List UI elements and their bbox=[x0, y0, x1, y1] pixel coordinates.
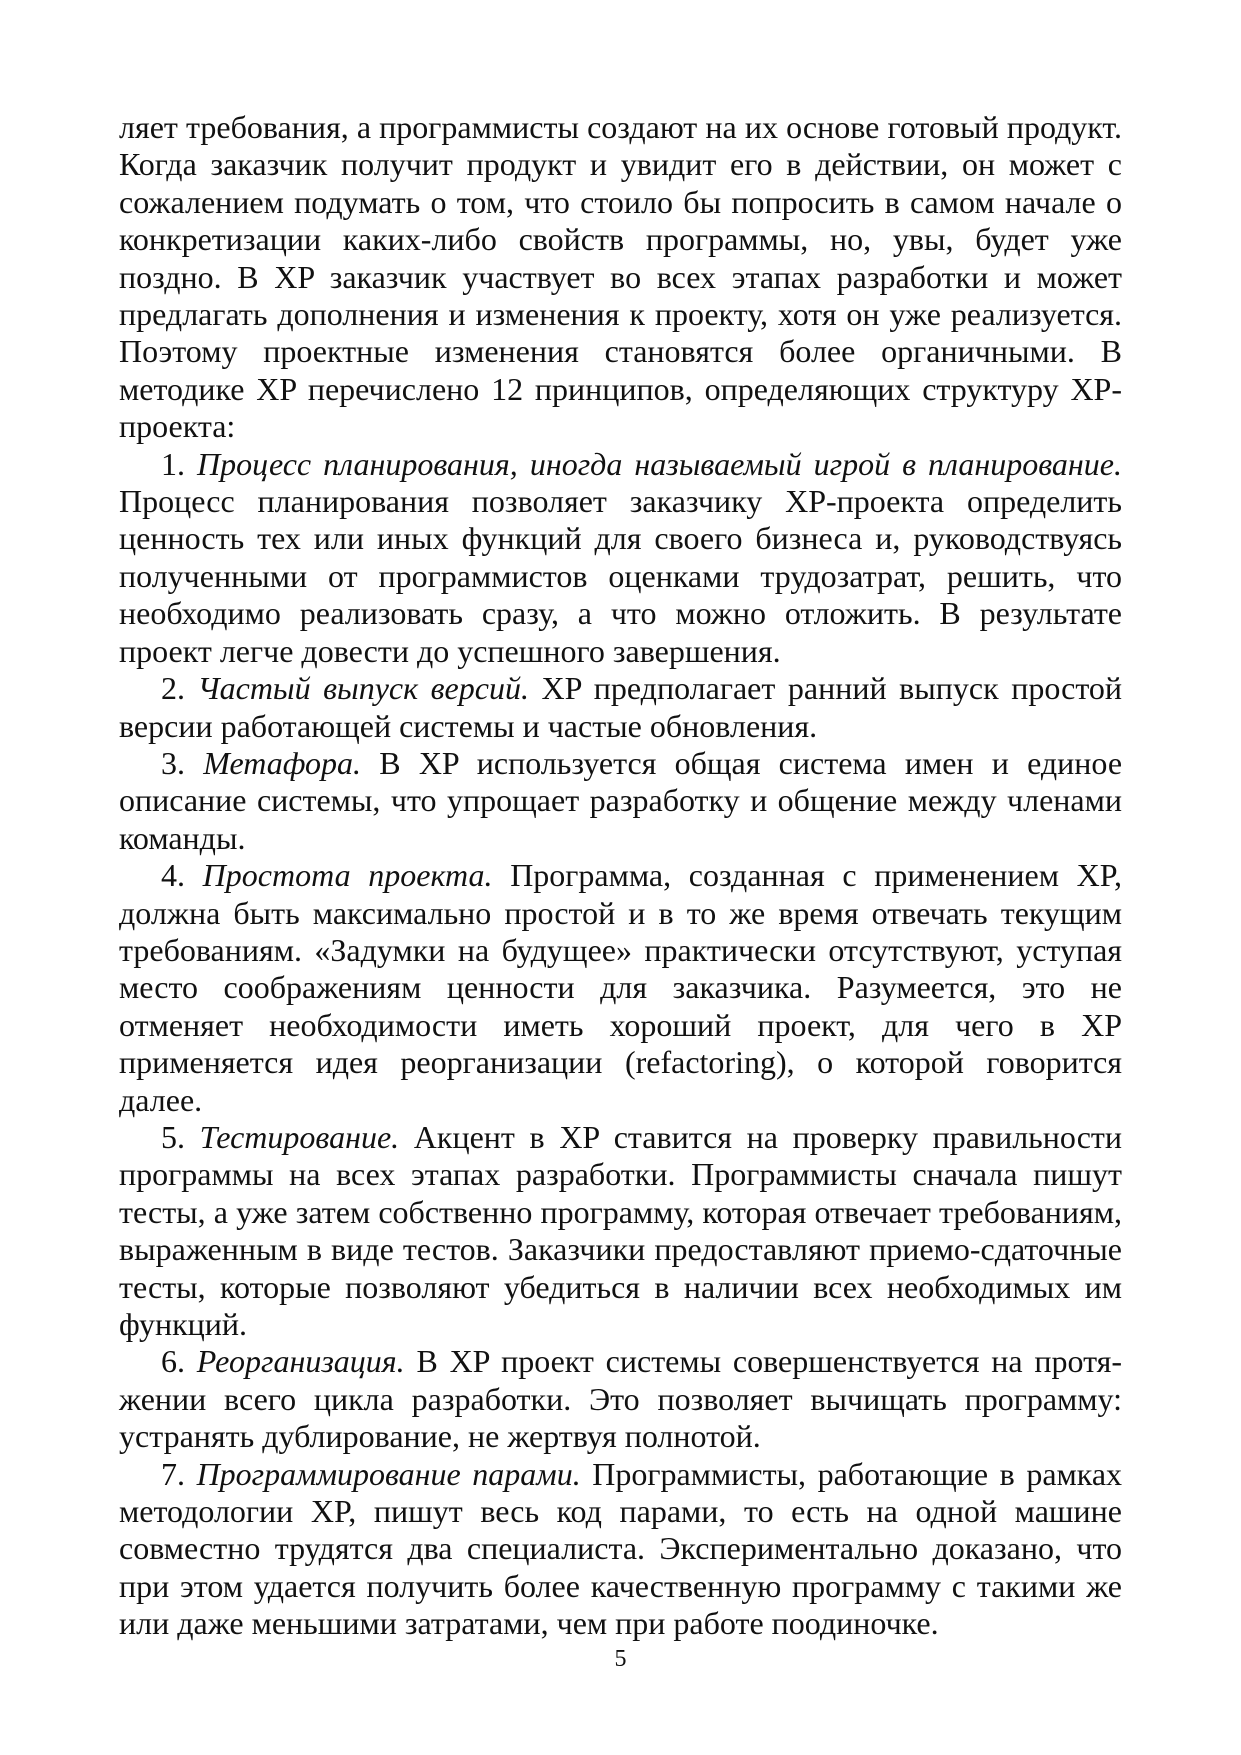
principle-text: Процесс планирования позволяет заказчику XP-проекта определить ценность тех или иных функций для своего бизнеса и, руководствуясь полученными от программистов оценками трудозатрат, решить, что необходимо реализовать сразу, а что можно отложить. В результате проект легче довести до успешного завершения. bbox=[119, 483, 1122, 669]
principle-1 bbox=[119, 446, 1122, 670]
intro-paragraph: ляет требования, а программисты создают на их основе готовый продукт. Когда заказчик получит продукт и увидит его в действии, он может с сожалением подумать о том, что стоило бы попросить в самом начале о конкретизации каких-либо свойств программы, но, увы, будет уже поздно. В XP заказчик участвует во всех этапах разработки и может предлагать дополнения и изменения к проекту, хотя он уже реализуется. Поэтому проектные изменения становятся более органичными. В методике XP перечислено 12 принципов, определяющих структуру XP-проекта: bbox=[119, 109, 1122, 445]
principle-title: Метафора. bbox=[203, 744, 362, 781]
principle-number: 3. bbox=[161, 744, 185, 781]
principle-title: Тестирование. bbox=[199, 1118, 400, 1155]
principle-text: В XP используется общая система имен и единое описание системы, что упрощает разработку и общение между членами команды. bbox=[119, 744, 1123, 856]
principle-5 bbox=[119, 1119, 1122, 1343]
principle-number: 2. bbox=[161, 670, 185, 707]
principle-number: 5. bbox=[161, 1118, 185, 1155]
principle-title: Частый выпуск версий. bbox=[197, 670, 529, 707]
principle-text: В XP проект системы совершенствуется на протяжении всего цикла разработки. Это позволяет вычищать программу: устранять дублирование, не жертвуя полнотой. bbox=[119, 1343, 1123, 1455]
principle-2 bbox=[119, 670, 1122, 745]
principle-title: Процесс планирования, иногда называемый игрой в планирование. bbox=[197, 445, 1123, 482]
page-body bbox=[119, 109, 1122, 1643]
principle-text: Программа, созданная с применением XP, должна быть максимально простой и в то же время отвечать текущим требованиям. «Задумки на будущее» практически отсутствуют, уступая место соображениям ценности для заказчика. Разумеется, это не отменяет необходимости иметь хороший проект, для чего в XP применяется идея реорганизации (refactoring), о которой говорится далее. bbox=[119, 857, 1123, 1118]
principle-text: Акцент в XP ставится на проверку правильности программы на всех этапах разработки. Программисты сначала пишут тесты, а уже затем собственно программу, которая отвечает требованиям, выраженным в виде тестов. Заказчики предоставляют приемо-сдаточные тесты, которые позволяют убедиться в наличии всех необходимых им функций. bbox=[119, 1118, 1122, 1342]
principle-title: Программирование парами. bbox=[196, 1455, 581, 1492]
page-number: 5 bbox=[614, 1646, 627, 1672]
principle-title: Реорганизация. bbox=[196, 1343, 405, 1380]
principle-7 bbox=[119, 1456, 1122, 1643]
principle-number: 4. bbox=[161, 857, 185, 894]
principle-number: 1. bbox=[161, 445, 185, 482]
principle-6 bbox=[119, 1343, 1122, 1455]
principle-3 bbox=[119, 745, 1122, 857]
principle-number: 6. bbox=[161, 1343, 185, 1380]
principle-title: Простота проекта. bbox=[202, 857, 493, 894]
principle-text: XP предполагает ранний выпуск простой версии работающей системы и частые обновления. bbox=[119, 670, 1123, 744]
principle-4 bbox=[119, 857, 1122, 1119]
principle-text: Программисты, работающие в рамках методологии XP, пишут весь код парами, то есть на одной машине совместно трудятся два специалиста. Экспериментально доказано, что при этом удается получить более качественную программу с такими же или даже меньшими затратами, чем при работе поодиночке. bbox=[119, 1455, 1123, 1642]
principle-number: 7. bbox=[161, 1455, 185, 1492]
